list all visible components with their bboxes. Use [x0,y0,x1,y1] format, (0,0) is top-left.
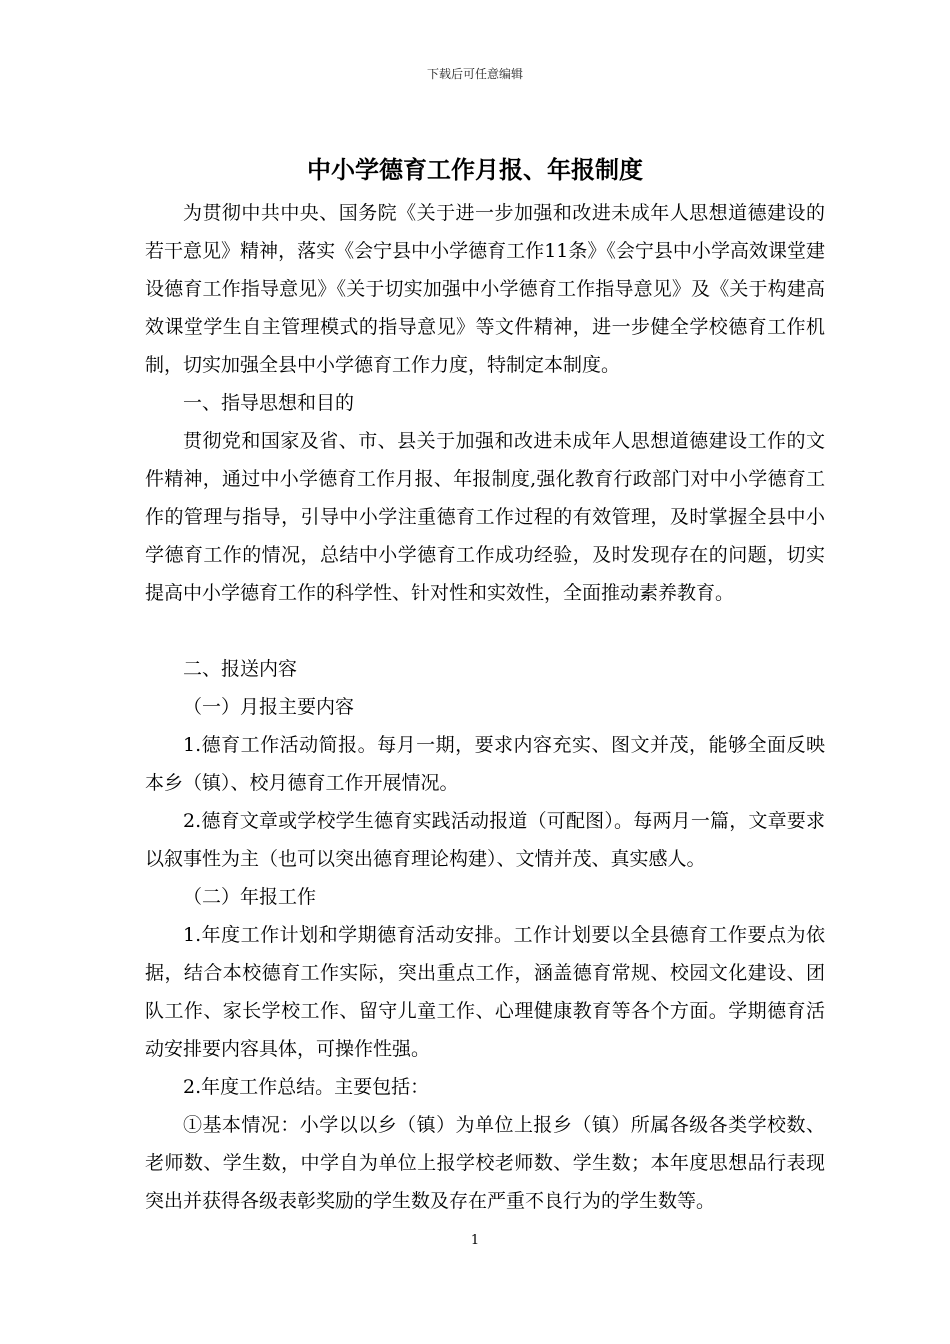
annual-item-2: 2.年度工作总结。主要包括： [183,1076,430,1098]
subheading-annual-report: （二）年报工作 [183,886,317,908]
paragraph-spacer [145,612,825,650]
monthly-item-1: 1.德育工作活动简报。每月一期，要求内容充实、图文并茂，能够全面反映本乡（镇）、校月德育工作开展情况。 [145,734,825,794]
annual-item-1: 1.年度工作计划和学期德育活动安排。工作计划要以全县德育工作要点为依据，结合本校德育工作实际，突出重点工作，涵盖德育常规、校园文化建设、团队工作、家长学校工作、留守儿童工作、心理健康教育等各个方面。学期德育活动安排要内容具体，可操作性强。 [145,924,825,1060]
subheading-monthly-report: （一）月报主要内容 [183,696,355,718]
monthly-item-2: 2.德育文章或学校学生德育实践活动报道（可配图）。每两月一篇，文章要求以叙事性为主（也可以突出德育理论构建）、文情并茂、真实感人。 [145,810,825,870]
section-heading-guiding-ideas: 一、指导思想和目的 [183,392,355,414]
section-heading-report-content: 二、报送内容 [183,658,298,680]
page-header-note: 下载后可任意编辑 [426,67,523,81]
guiding-ideas-paragraph: 贯彻党和国家及省、市、县关于加强和改进未成年人思想道德建设工作的文件精神，通过中小学德育工作月报、年报制度,强化教育行政部门对中小学德育工作的管理与指导，引导中小学注重德育工作过程的有效管理，及时掌握全县中小学德育工作的情况，总结中小学德育工作成功经验，及时发现存在的问题，切实提高中小学德育工作的科学性、针对性和实效性，全面推动素养教育。 [145,430,825,604]
annual-item-2-basic-info: ①基本情况：小学以以乡（镇）为单位上报乡（镇）所属各级各类学校数、老师数、学生数，中学自为单位上报学校老师数、学生数；本年度思想品行表现突出并获得各级表彰奖励的学生数及存在严重不良行为的学生数等。 [145,1114,825,1212]
page-number: 1 [470,1233,480,1248]
document-title: 中小学德育工作月报、年报制度 [307,155,643,184]
document-body [145,194,825,1220]
intro-paragraph: 为贯彻中共中央、国务院《关于进一步加强和改进未成年人思想道德建设的若干意见》精神，落实《会宁县中小学德育工作11条》《会宁县中小学高效课堂建设德育工作指导意见》《关于切实加强中小学德育工作指导意见》及《关于构建高效课堂学生自主管理模式的指导意见》等文件精神，进一步健全学校德育工作机制，切实加强全县中小学德育工作力度，特制定本制度。 [145,202,825,376]
